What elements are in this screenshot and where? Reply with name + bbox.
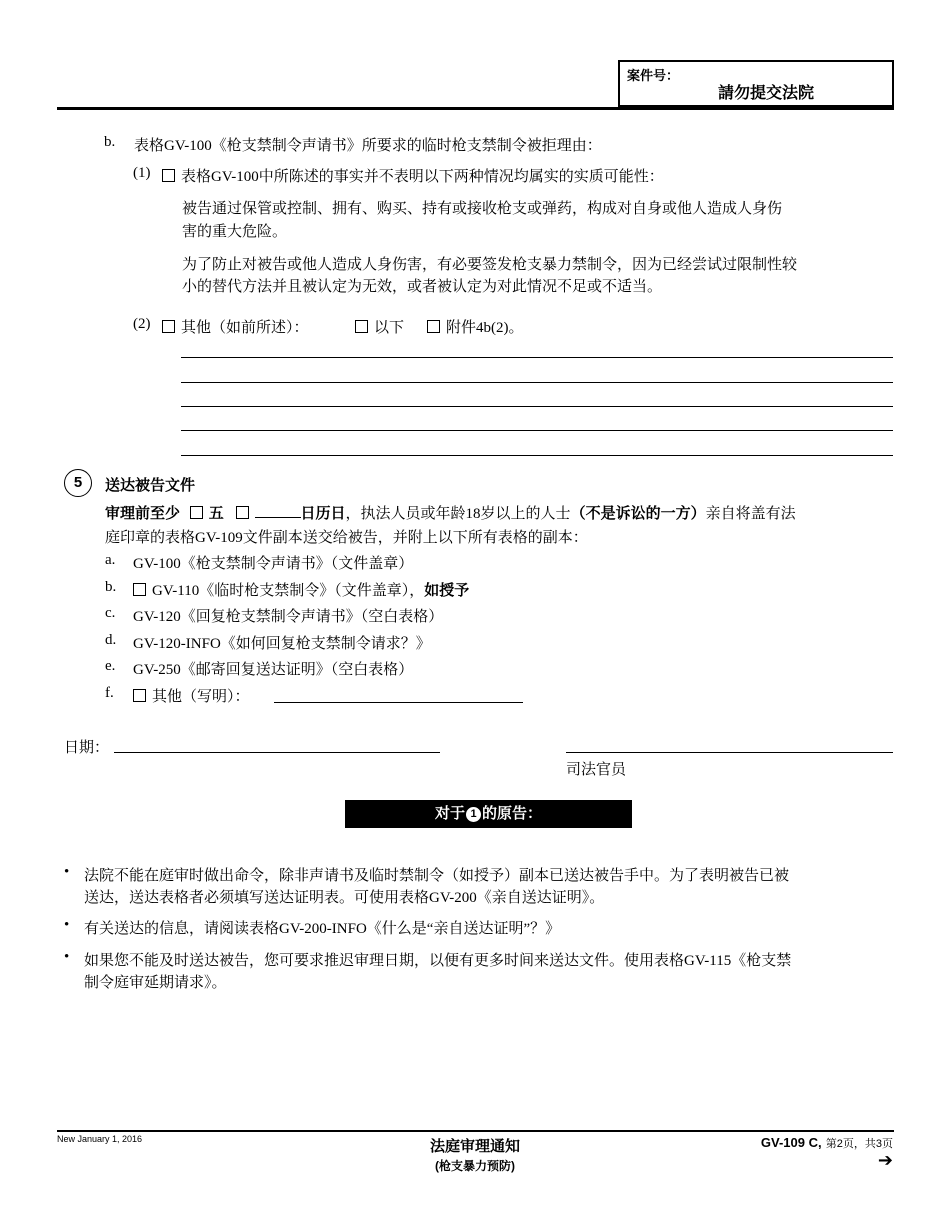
reason-1-text: 表格GV-100中所陈述的事实并不表明以下两种情况均属实的实质可能性： [181,169,664,185]
form-item-text: GV-120-INFO《如何回复枪支禁制令请求？》 [133,636,431,652]
bullet-2-line1: 有关送达的信息，请阅读表格GV-200-INFO《什么是“亲自送达证明”？》 [84,921,561,937]
section-b-text: 表格GV-100《枪支禁制令声请书》所要求的临时枪支禁制令被拒理由： [134,138,602,154]
header-rule [57,107,894,110]
form-title: 法庭审理通知 [429,1138,520,1155]
bullet-3-line2: 制令庭审延期请求》。 [84,975,227,991]
plaintiff-banner [345,800,632,828]
reason-1-num: (1) [133,165,151,181]
option-below-checkbox[interactable] [355,320,368,333]
reason-1-row [162,165,664,186]
reason-2-row [162,316,309,337]
form-item: b. [105,579,117,595]
reason-1 [133,165,151,182]
section-5-line2: 庭印章的表格GV-109文件副本送交给被告，并附上以下所有表格的副本： [105,530,588,546]
form-code-id: GV-109 C, [760,1135,822,1150]
reason-1-para2-line2: 小的替代方法并且被认定为无效，或者被认定为对此情况不足或不适当。 [182,279,663,295]
five-days-label: 五 [208,505,224,522]
form-item-b-checkbox[interactable] [133,583,146,596]
other-specify-input[interactable] [274,702,523,703]
section-5-line1 [105,502,796,523]
form-item: d. [105,632,117,648]
reason-2-input-line[interactable] [181,382,893,383]
judicial-officer-label: 司法官员 [566,762,627,778]
form-item-b [133,579,469,600]
section-b [104,134,115,151]
reason-2-input-line[interactable] [181,406,893,407]
reason-2-input-line[interactable] [181,430,893,431]
five-days-checkbox[interactable] [190,506,203,519]
reason-2-option-below [355,316,404,337]
form-item-f-text: 其他（写明）： [152,689,250,705]
bullet-3-line1: 如果您不能及时送达被告，您可要求推迟审理日期，以便有更多时间来送达文件。使用表格GV-115《枪支禁 [84,953,792,969]
case-number-value[interactable]: 請勿提交法院 [718,85,815,102]
banner-suffix: 的原告： [482,805,543,822]
reason-1-checkbox[interactable] [162,169,175,182]
section-5-number: 5 [64,469,92,497]
section-5-lead: 审理前至少 [105,505,181,522]
date-label: 日期： [64,740,110,756]
form-code [761,1134,893,1151]
calendar-days-label: 日历日 [300,505,346,522]
section-5-title: 送达被告文件 [105,477,196,494]
reason-2-option-attachment [427,316,524,337]
section-5-line1-text: ，执法人员或年龄18岁以上的人士 [345,506,571,522]
reason-2-num: (2) [133,316,151,332]
reason-1-para1-line1: 被告通过保管或控制、拥有、购买、持有或接收枪支或弹药，构成对自身或他人造成人身伤 [182,201,783,217]
form-item-text: GV-100《枪支禁制令声请书》（文件盖章） [133,556,414,572]
section-5-line1-end: 亲自将盖有法 [705,506,796,522]
bullet-1-line1: 法院不能在庭审时做出命令，除非声请书及临时禁制令（如授予）副本已送达被告手中。为了表明被告已被 [84,868,790,884]
not-party-note: （不是诉讼的一方） [570,505,706,522]
form-item: f. [105,685,114,701]
reason-1-para2-line1: 为了防止对被告或他人造成人身伤害，有必要签发枪支暴力禁制令，因为已经尝试过限制性较 [182,257,798,273]
custom-days-checkbox[interactable] [236,506,249,519]
reason-2 [133,316,151,333]
form-item-f-checkbox[interactable] [133,689,146,702]
option-attachment-label: 附件4b(2)。 [446,320,524,336]
option-below-label: 以下 [374,320,405,336]
next-page-arrow-icon: ➔ [877,1150,893,1170]
section-b-letter: b. [104,134,116,150]
reason-2-text: 其他（如前所述）： [181,320,309,336]
option-attachment-checkbox[interactable] [427,320,440,333]
form-item-b-text: GV-110《临时枪支禁制令》（文件盖章）， [152,583,425,599]
footer-rule [57,1130,894,1132]
if-granted-label: 如授予 [424,582,470,599]
bullet-1-line2: 送达，送达表格者必须填写送达证明表。可使用表格GV-200《亲自送达证明》。 [84,890,605,906]
bullet-dot: • [64,864,70,880]
reason-1-para1-line2: 害的重大危险。 [182,224,288,240]
custom-days-input[interactable] [255,505,301,518]
date-input[interactable] [114,752,440,753]
form-subtitle: (枪支暴力预防) [435,1159,515,1173]
form-item-text: GV-250《邮寄回复送达证明》（空白表格） [133,662,414,678]
banner-circle: 1 [466,807,481,822]
form-item-text: GV-120《回复枪支禁制令声请书》（空白表格） [133,609,444,625]
case-number-label: 案件号： [627,68,680,83]
bullet-dot: • [64,917,70,933]
form-item: a. [105,552,116,568]
judicial-officer-signature-line[interactable] [566,752,893,753]
reason-2-checkbox[interactable] [162,320,175,333]
form-item: c. [105,605,116,621]
reason-2-input-line[interactable] [181,357,893,358]
bullet-dot: • [64,949,70,965]
page-number: 第2页，共3页 [825,1138,893,1150]
revision-date: New January 1, 2016 [57,1134,143,1144]
form-item-f [133,685,250,706]
banner-prefix: 对于 [434,805,465,822]
form-item: e. [105,658,116,674]
reason-2-input-line[interactable] [181,455,893,456]
